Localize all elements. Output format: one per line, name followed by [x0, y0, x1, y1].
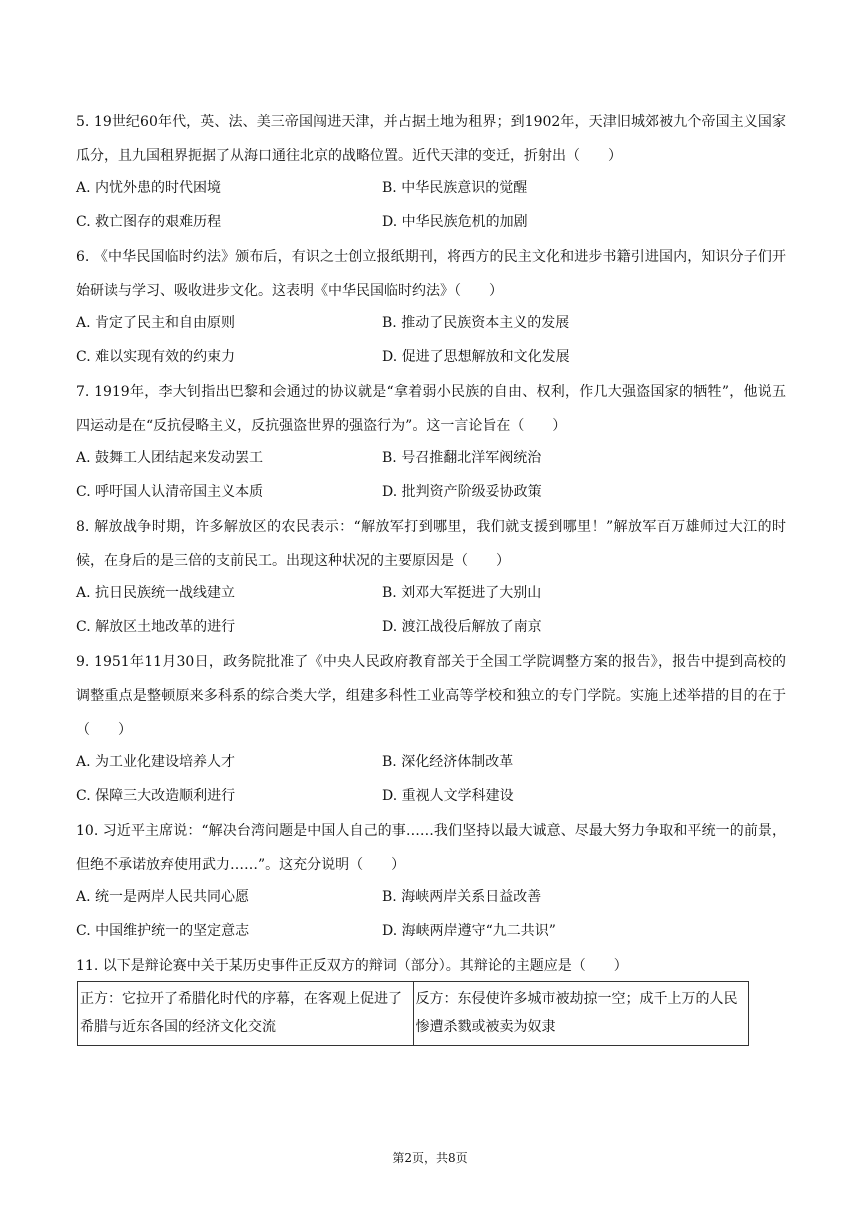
question-8-option-a[interactable]: A. 抗日民族统一战线建立 [76, 585, 236, 601]
question-11-stem: 11. 以下是辩论赛中关于某历史事件正反双方的辩词（部分）。其辩论的主题应是（ ） [76, 958, 628, 974]
question-6-option-d[interactable]: D. 促进了思想解放和文化发展 [382, 349, 570, 365]
question-9-option-a[interactable]: A. 为工业化建设培养人才 [76, 754, 236, 770]
question-8-option-d[interactable]: D. 渡江战役后解放了南京 [382, 619, 542, 635]
question-10-option-b[interactable]: B. 海峡两岸关系日益改善 [382, 889, 542, 905]
question-6-option-b[interactable]: B. 推动了民族资本主义的发展 [382, 315, 570, 331]
question-10-option-a[interactable]: A. 统一是两岸人民共同心愿 [76, 889, 250, 905]
page-footer: 第2页，共8页 [392, 1151, 468, 1165]
question-5-option-a[interactable]: A. 内忧外患的时代困境 [76, 180, 222, 196]
question-5-option-c[interactable]: C. 救亡图存的艰难历程 [76, 214, 222, 230]
question-5-stem: 5. 19世纪60年代，英、法、美三帝国闯进天津，并占据土地为租界；到1902年，天津旧城郊被九个帝国主义国家瓜分，且九国租界扼据了从海口通往北京的战略位置。近代天津的变迁，折射出（ ） [76, 114, 786, 164]
question-10-option-c[interactable]: C. 中国维护统一的坚定意志 [76, 923, 250, 939]
question-5-option-b[interactable]: B. 中华民族意识的觉醒 [382, 180, 528, 196]
question-9-option-d[interactable]: D. 重视人文学科建设 [382, 788, 514, 804]
question-8-option-b[interactable]: B. 刘邓大军挺进了大别山 [382, 585, 542, 601]
debate-pro-cell: 正方：它拉开了希腊化时代的序幕，在客观上促进了希腊与近东各国的经济文化交流 [78, 982, 414, 1046]
debate-con-cell: 反方：东侵使许多城市被劫掠一空；成千上万的人民惨遭杀戮或被卖为奴隶 [413, 982, 749, 1046]
debate-table-row [78, 982, 749, 1046]
question-9-option-b[interactable]: B. 深化经济体制改革 [382, 754, 514, 770]
question-7-option-a[interactable]: A. 鼓舞工人团结起来发动罢工 [76, 450, 264, 466]
question-5-option-d[interactable]: D. 中华民族危机的加剧 [382, 214, 528, 230]
question-7-stem: 7. 1919年，李大钊指出巴黎和会通过的协议就是“拿着弱小民族的自由、权利，作几大强盗国家的牺牲”，他说五四运动是在“反抗侵略主义，反抗强盗世界的强盗行为”。这一言论旨在（ ） [76, 384, 786, 434]
question-6-option-c[interactable]: C. 难以实现有效的约束力 [76, 349, 236, 365]
question-6-option-a[interactable]: A. 肯定了民主和自由原则 [76, 315, 236, 331]
question-8-stem: 8. 解放战争时期，许多解放区的农民表示：“解放军打到哪里，我们就支援到哪里！”解放军百万雄师过大江的时候，在身后的是三倍的支前民工。出现这种状况的主要原因是（ ） [76, 519, 786, 569]
question-10-option-d[interactable]: D. 海峡两岸遵守“九二共识” [382, 923, 556, 939]
question-9-stem: 9. 1951年11月30日，政务院批准了《中央人民政府教育部关于全国工学院调整方案的报告》，报告中提到高校的调整重点是整顿原来多科系的综合类大学，组建多科性工业高等学校和独立的专门学院。实施上述举措的目的在于（ ） [76, 654, 786, 738]
question-9-option-c[interactable]: C. 保障三大改造顺利进行 [76, 788, 236, 804]
debate-table [77, 981, 749, 1046]
question-7-option-d[interactable]: D. 批判资产阶级妥协政策 [382, 484, 542, 500]
question-6-stem: 6. 《中华民国临时约法》颁布后，有识之士创立报纸期刊，将西方的民主文化和进步书籍引进国内，知识分子们开始研读与学习、吸收进步文化。这表明《中华民国临时约法》（ ） [76, 249, 786, 299]
question-7-option-c[interactable]: C. 呼吁国人认清帝国主义本质 [76, 484, 264, 500]
question-10-stem: 10. 习近平主席说：“解决台湾问题是中国人自己的事……我们坚持以最大诚意、尽最大努力争取和平统一的前景，但绝不承诺放弃使用武力……”。这充分说明（ ） [76, 823, 786, 873]
question-8-option-c[interactable]: C. 解放区土地改革的进行 [76, 619, 236, 635]
question-7-option-b[interactable]: B. 号召推翻北洋军阀统治 [382, 450, 542, 466]
